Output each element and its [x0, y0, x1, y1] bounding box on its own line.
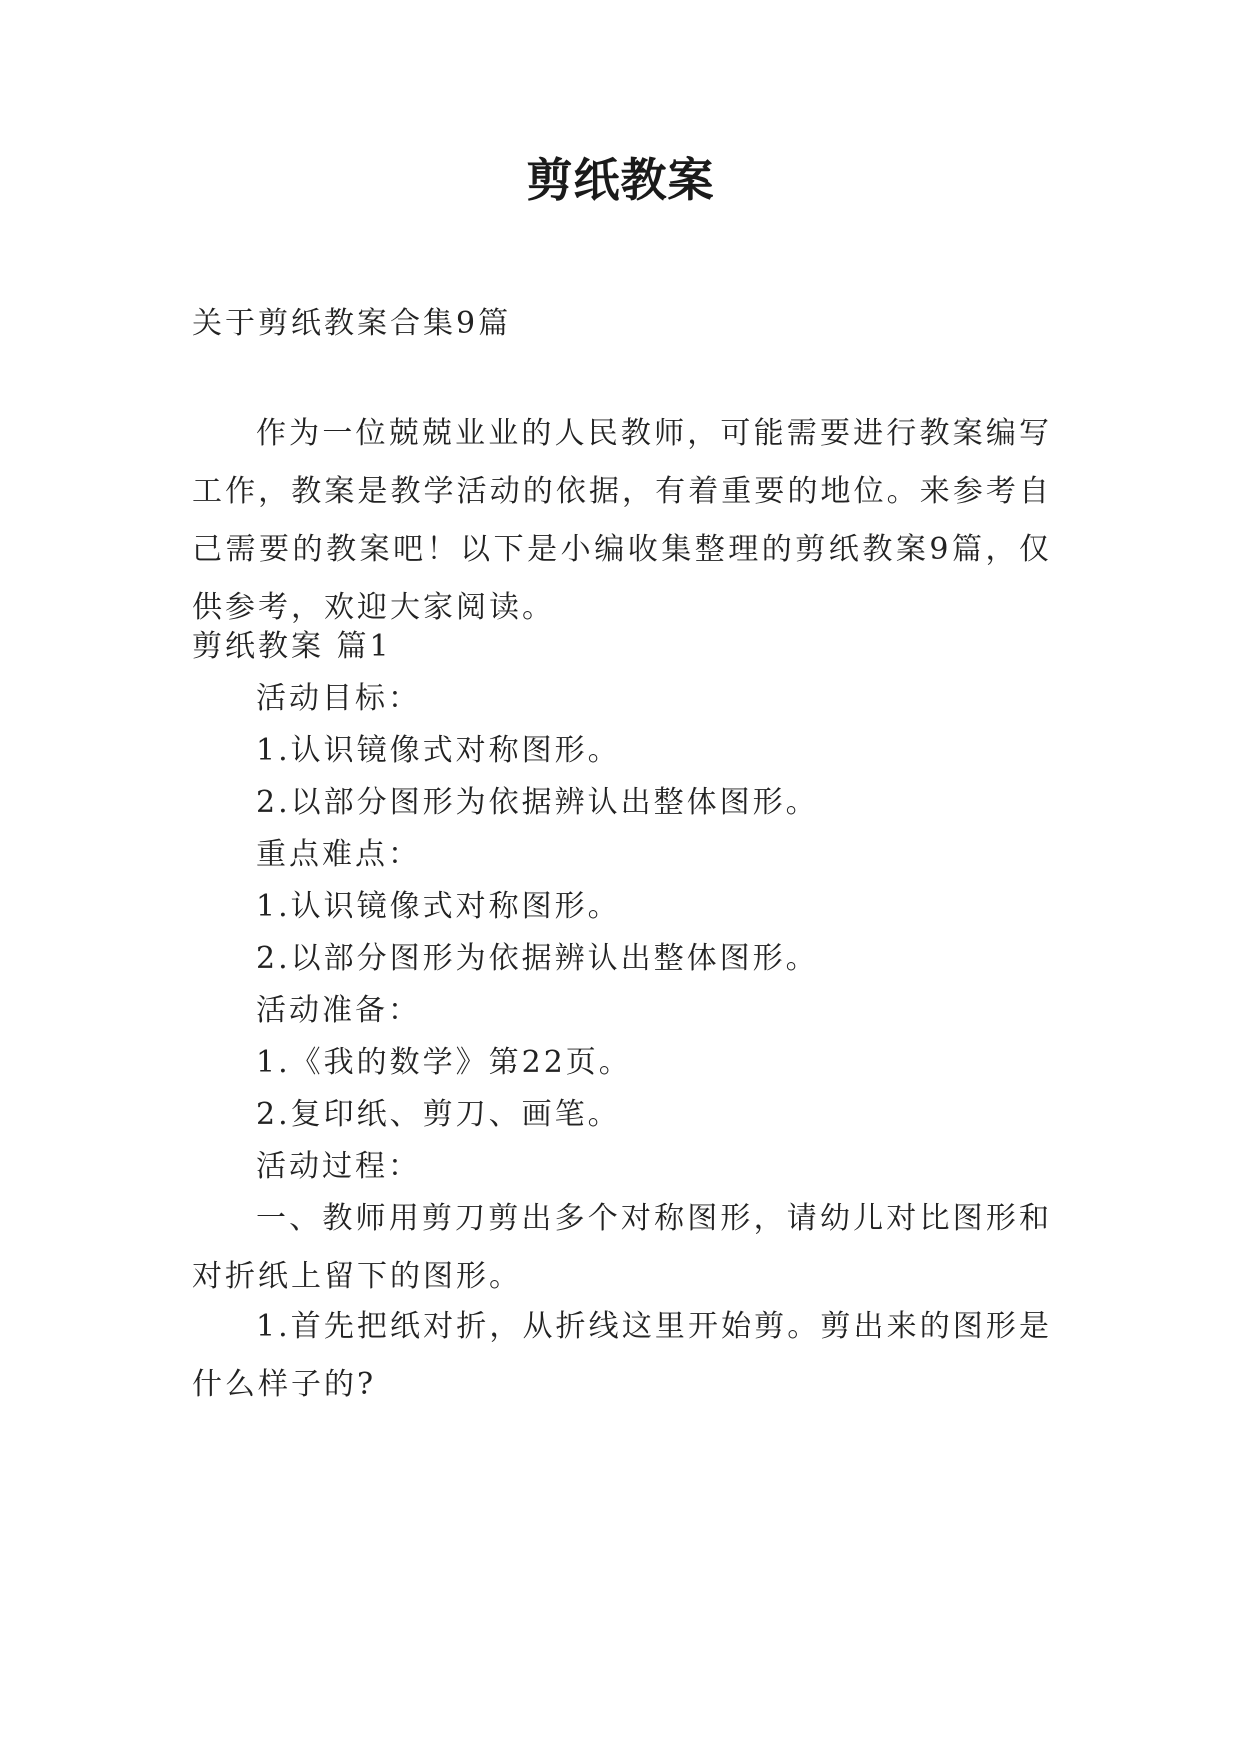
list-item: 1.认识镜像式对称图形。 — [256, 733, 621, 768]
list-item: 活动目标： — [256, 681, 421, 716]
document-subtitle: 关于剪纸教案合集9篇 — [192, 306, 512, 341]
list-item: 1.认识镜像式对称图形。 — [256, 889, 621, 924]
intro-paragraph: 作为一位兢兢业业的人民教师，可能需要进行教案编写工作，教案是教学活动的依据，有着重要的地位。来参考自己需要的教案吧！以下是小编收集整理的剪纸教案9篇，仅供参考，欢迎大家阅读。 — [192, 416, 1052, 625]
list-item: 2.以部分图形为依据辨认出整体图形。 — [256, 785, 819, 820]
process-substep-paragraph: 1.首先把纸对折，从折线这里开始剪。剪出来的图形是什么样子的? — [192, 1309, 1052, 1402]
section-heading: 剪纸教案 篇1 — [192, 629, 392, 664]
list-item: 2.以部分图形为依据辨认出整体图形。 — [256, 941, 819, 976]
list-item: 活动过程： — [256, 1149, 421, 1184]
process-step-paragraph: 一、教师用剪刀剪出多个对称图形，请幼儿对比图形和对折纸上留下的图形。 — [192, 1201, 1052, 1294]
document-title: 剪纸教案 — [526, 153, 715, 207]
list-item: 重点难点： — [256, 837, 421, 872]
list-item: 1.《我的数学》第22页。 — [256, 1045, 632, 1080]
list-item: 2.复印纸、剪刀、画笔。 — [256, 1097, 621, 1132]
list-item: 活动准备： — [256, 993, 421, 1028]
